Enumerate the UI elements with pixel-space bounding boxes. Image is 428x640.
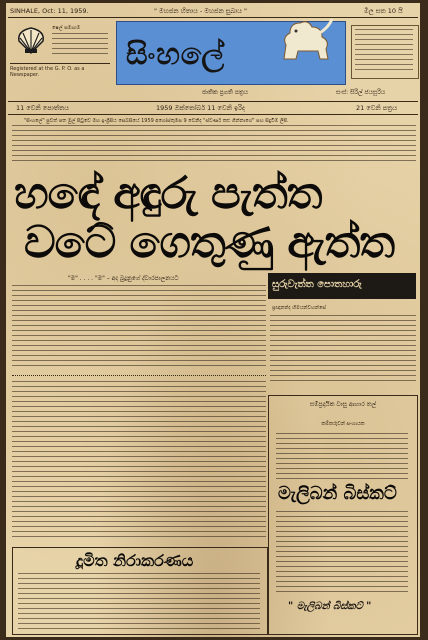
volume: 11 වෙනි පොත්තය <box>16 104 69 112</box>
article-lead: "ම" . . . . "ම" – අද බුදුනුගේ ද්වාරපාලනයට <box>68 275 179 282</box>
editor-label: සංස්: සිරිල් ජයසූරිය <box>336 89 386 96</box>
dateline: 1959 ඔක්තෝබර් 11 වෙනි ඉරිද <box>156 104 245 112</box>
biscuit-ad-sub: කම්කරුවන් සංහායක <box>321 421 365 427</box>
issue-number: 21 වෙනි පත්‍රය <box>356 104 398 112</box>
column-body <box>270 315 416 383</box>
dateline-top-rule <box>8 101 418 102</box>
registered-notice: Registered at the G. P. O. as a Newspaper. <box>10 66 85 79</box>
shell-ad-rule <box>10 63 110 64</box>
dateline-bottom-rule <box>8 114 418 115</box>
lion-emblem-icon <box>276 15 336 65</box>
slogan: " මහජන හිතාය - මහජන සුඛාය " <box>154 7 247 15</box>
article-body-2 <box>12 381 266 541</box>
top-rule <box>8 17 418 18</box>
shell-ad-text: ෂෙල් සමාගම <box>52 25 81 31</box>
column-banner <box>268 273 416 299</box>
index-lines <box>355 29 413 73</box>
divider-1 <box>12 375 266 376</box>
column-byline: ප්‍රඥානන්ද හිමයන්වහන්සේ <box>272 305 326 311</box>
biscuit-ad-header: සම්ප්‍රදායික වාසු ආහාර තල් <box>309 401 377 408</box>
article-body-1 <box>12 285 266 367</box>
bottom-box-title: දූමිත නිරාකරණය <box>76 551 194 570</box>
shell-logo-icon <box>14 25 48 55</box>
price: මිල සත 10 යි <box>364 7 403 15</box>
edition-date: SINHALE, Oct: 11, 1959. <box>10 7 89 15</box>
shell-ad-lines <box>52 33 108 57</box>
bottom-box-body <box>18 573 260 629</box>
newspaper-page <box>6 3 420 637</box>
biscuit-ad-lines-2 <box>276 511 408 595</box>
column-banner-title: සුරුවැත්ත පොතහාරු <box>272 279 362 290</box>
headline-line-2: වටේ ගෙතුණු ඇත්ත <box>24 217 395 268</box>
shell-ad <box>12 23 48 57</box>
headline-line-1: හඳේ අඳුරු පැත්ත <box>14 168 322 219</box>
paper-title: සිංහලේ <box>126 37 226 72</box>
biscuit-ad-signature: " මැලිබන් බිස්කට් " <box>288 601 372 612</box>
biscuit-ad-lines-1 <box>276 433 408 479</box>
intro-first-line: "සිංහලේ" පුවත් පත මුල් පිටුවේ මහ ඉංග්‍රීසිය සෙබ්සියේ 1959 අගෝස්තුමස 9 වෙනිද "ස්වර්ණ කළු ගින්නාගේ" සහ සිදුවීම් ලිපි. <box>24 118 289 124</box>
biscuit-ad-title: මැලිබන් බිස්කට් <box>278 483 397 504</box>
intro-paragraph <box>12 125 416 161</box>
paper-subtitle: ජාතික ප්‍රගති පත්‍රය <box>202 89 249 96</box>
